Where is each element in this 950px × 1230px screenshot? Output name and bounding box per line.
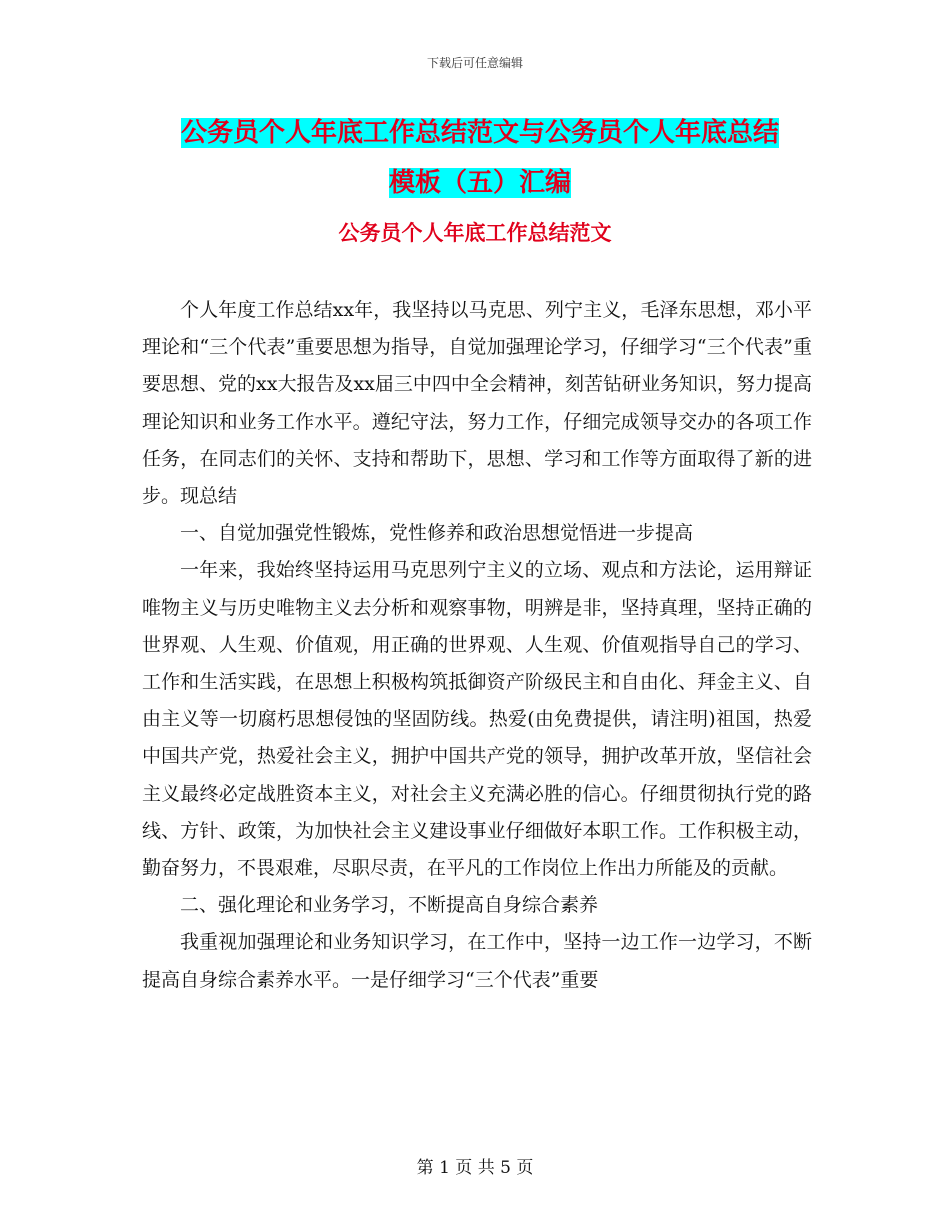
document-title-line-1: 公务员个人年底工作总结范文与公务员个人年底总结 bbox=[180, 118, 779, 148]
paragraph-heading: 一、自觉加强党性锻炼，党性修养和政治思想觉悟进一步提高 bbox=[180, 522, 694, 545]
paragraph: 个人年度工作总结xx年，我坚持以马克思、列宁主义，毛泽东思想，邓小平理论和“三个代表”重要思想为指导，自觉加强理论学习，仔细学习“三个代表”重要思想、党的xx大报告及xx届三中四中全会精神，刻苦钻研业务知识，努力提高理论知识和业务工作水平。遵纪守法，努力工作，仔细完成领导交办的各项工作任务，在同志们的关怀、支持和帮助下，思想、学习和工作等方面取得了新的进步。现总结 bbox=[142, 299, 812, 508]
body-text bbox=[142, 292, 812, 999]
paragraph: 一年来，我始终坚持运用马克思列宁主义的立场、观点和方法论，运用辩证唯物主义与历史唯物主义去分析和观察事物，明辨是非，坚持真理，坚持正确的世界观、人生观、价值观，用正确的世界观、人生观、价值观指导自己的学习、工作和生活实践，在思想上积极构筑抵御资产阶级民主和自由化、拜金主义、自由主义等一切腐朽思想侵蚀的坚固防线。热爱(由免费提供，请注明)祖国，热爱中国共产党，热爱社会主义，拥护中国共产党的领导，拥护改革开放，坚信社会主义最终必定战胜资本主义，对社会主义充满必胜的信心。仔细贯彻执行党的路线、方针、政策，为加快社会主义建设事业仔细做好本职工作。工作积极主动，勤奋努力，不畏艰难，尽职尽责，在平凡的工作岗位上作出力所能及的贡献。 bbox=[142, 559, 812, 880]
document-title-line-2: 模板（五）汇编 bbox=[388, 168, 571, 198]
paragraph-heading: 二、强化理论和业务学习，不断提高自身综合素养 bbox=[180, 894, 599, 917]
section-title: 公务员个人年底工作总结范文 bbox=[338, 220, 612, 245]
page-footer: 第 1 页 共 5 页 bbox=[416, 1158, 534, 1178]
paragraph: 我重视加强理论和业务知识学习，在工作中，坚持一边工作一边学习，不断提高自身综合素养水平。一是仔细学习“三个代表”重要 bbox=[142, 931, 812, 991]
document-title bbox=[140, 108, 820, 208]
page-header: 下载后可任意编辑 bbox=[426, 56, 523, 70]
